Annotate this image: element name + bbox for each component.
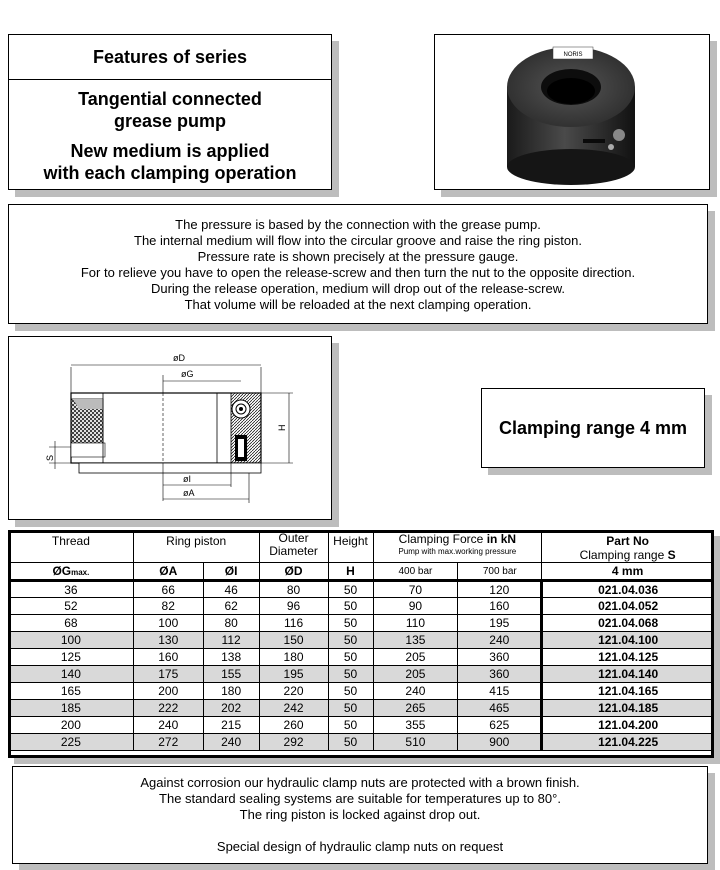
table-cell: 50 (328, 700, 373, 717)
description-line-6: That volume will be reloaded at the next clamping operation. (184, 297, 532, 312)
header-a: ØA (133, 563, 203, 581)
header-force-label: Clamping Force (398, 532, 484, 546)
table-cell: 215 (203, 717, 259, 734)
table-cell: 125 (9, 649, 134, 666)
header-4mm: 4 mm (542, 563, 714, 581)
table-cell: 121.04.185 (542, 700, 714, 717)
table-row (9, 683, 714, 700)
table-cell: 50 (328, 734, 373, 751)
photo-label: NORIS (563, 52, 583, 58)
specification-table (8, 530, 714, 751)
header-part-no (542, 531, 714, 563)
table-cell: 265 (373, 700, 458, 717)
table-cell: 121.04.225 (542, 734, 714, 751)
table-row (9, 615, 714, 632)
table-row (9, 700, 714, 717)
table-cell: 200 (133, 683, 203, 700)
table-cell: 185 (9, 700, 134, 717)
table-cell: 50 (328, 598, 373, 615)
clamping-range-label: Clamping range 4 mm (498, 417, 688, 438)
table-cell: 900 (458, 734, 542, 751)
table-cell: 150 (259, 632, 328, 649)
table-cell: 100 (9, 632, 134, 649)
table-cell: 130 (133, 632, 203, 649)
footer-box (12, 766, 708, 864)
table-cell: 50 (328, 615, 373, 632)
description-box (8, 204, 708, 324)
table-cell: 021.04.052 (542, 598, 714, 615)
table-cell: 242 (259, 700, 328, 717)
table-cell: 155 (203, 666, 259, 683)
table-cell: 121.04.125 (542, 649, 714, 666)
table-cell: 52 (9, 598, 134, 615)
table-cell: 116 (259, 615, 328, 632)
table-cell: 165 (9, 683, 134, 700)
table-cell: 36 (9, 581, 134, 598)
header-d: ØD (259, 563, 328, 581)
feature-line-4: with each clamping operation (43, 163, 297, 183)
table-cell: 225 (9, 734, 134, 751)
features-title: Features of series (9, 35, 331, 80)
table-cell: 135 (373, 632, 458, 649)
footer-line-2: The standard sealing systems are suitable for temperatures up to 80°. (159, 791, 561, 806)
table-row (9, 581, 714, 598)
footer-special: Special design of hydraulic clamp nuts on request (216, 839, 504, 854)
table-cell: 62 (203, 598, 259, 615)
table-cell: 121.04.165 (542, 683, 714, 700)
footer-line-3: The ring piston is locked against drop out. (239, 807, 481, 822)
dim-A: øA (183, 488, 195, 498)
table-cell: 240 (373, 683, 458, 700)
header-h: H (328, 563, 373, 581)
clamping-range-box (481, 388, 705, 468)
header-g (9, 563, 134, 581)
table-cell: 180 (203, 683, 259, 700)
features-box (8, 34, 332, 190)
feature-line-3: New medium is applied (70, 141, 270, 161)
header-outer-diameter: Outer Diameter (259, 531, 328, 563)
product-photo-box (434, 34, 710, 190)
table-row (9, 734, 714, 751)
table-row (9, 632, 714, 649)
table-cell: 110 (373, 615, 458, 632)
header-force-unit: in kN (486, 532, 517, 546)
table-cell: 100 (133, 615, 203, 632)
technical-drawing-box (8, 336, 332, 520)
table-cell: 465 (458, 700, 542, 717)
table-cell: 160 (133, 649, 203, 666)
table-cell: 120 (458, 581, 542, 598)
feature-line-1: Tangential connected (78, 89, 262, 109)
header-i: ØI (203, 563, 259, 581)
table-cell: 121.04.200 (542, 717, 714, 734)
table-row (9, 598, 714, 615)
table-cell: 195 (458, 615, 542, 632)
dim-D: øD (173, 353, 185, 363)
description-line-4: For to relieve you have to open the release-screw and then turn the nut to the opposite direction. (80, 265, 636, 280)
table-cell: 625 (458, 717, 542, 734)
table-cell: 121.04.140 (542, 666, 714, 683)
table-cell: 50 (328, 581, 373, 598)
feature-line-2: grease pump (113, 111, 227, 131)
description-line-3: Pressure rate is shown precisely at the pressure gauge. (197, 249, 519, 264)
table-cell: 175 (133, 666, 203, 683)
header-part-sub: Clamping range (579, 548, 665, 562)
footer-line-1: Against corrosion our hydraulic clamp nuts are protected with a brown finish. (140, 775, 580, 790)
table-cell: 021.04.068 (542, 615, 714, 632)
table-cell: 46 (203, 581, 259, 598)
table-row (9, 666, 714, 683)
table-cell: 70 (373, 581, 458, 598)
table-cell: 50 (328, 683, 373, 700)
description-line-2: The internal medium will flow into the circular groove and raise the ring piston. (134, 233, 582, 248)
table-cell: 50 (328, 717, 373, 734)
header-part-s: S (667, 548, 676, 562)
table-cell: 272 (133, 734, 203, 751)
dim-H: H (277, 424, 287, 431)
table-cell: 202 (203, 700, 259, 717)
clamp-nut-photo (435, 35, 709, 189)
table-cell: 50 (328, 632, 373, 649)
table-cell: 200 (9, 717, 134, 734)
table-cell: 205 (373, 649, 458, 666)
table-cell: 510 (373, 734, 458, 751)
table-cell: 80 (259, 581, 328, 598)
table-cell: 355 (373, 717, 458, 734)
table-cell: 360 (458, 649, 542, 666)
table-cell: 205 (373, 666, 458, 683)
table-cell: 222 (133, 700, 203, 717)
header-400bar: 400 bar (373, 563, 458, 581)
dim-I: øI (183, 474, 191, 484)
table-cell: 220 (259, 683, 328, 700)
table-cell: 90 (373, 598, 458, 615)
table-cell: 240 (133, 717, 203, 734)
header-clamping-force (373, 531, 542, 563)
dim-G: øG (181, 369, 194, 379)
description-line-1: The pressure is based by the connection with the grease pump. (175, 217, 541, 232)
table-cell: 240 (458, 632, 542, 649)
table-cell: 138 (203, 649, 259, 666)
header-force-sub: Pump with max.working pressure (398, 547, 517, 556)
cross-section-drawing (9, 337, 331, 519)
table-cell: 96 (259, 598, 328, 615)
table-cell: 50 (328, 666, 373, 683)
table-row (9, 717, 714, 734)
table-cell: 292 (259, 734, 328, 751)
table-cell: 140 (9, 666, 134, 683)
table-cell: 415 (458, 683, 542, 700)
description-line-5: During the release operation, medium will drop out of the release-screw. (150, 281, 566, 296)
table-cell: 021.04.036 (542, 581, 714, 598)
table-cell: 180 (259, 649, 328, 666)
table-cell: 240 (203, 734, 259, 751)
dim-S: S (45, 454, 55, 461)
header-part-label: Part No (606, 534, 649, 548)
table-cell: 50 (328, 649, 373, 666)
table-cell: 360 (458, 666, 542, 683)
header-ring-piston: Ring piston (133, 531, 259, 563)
table-cell: 112 (203, 632, 259, 649)
table-cell: 80 (203, 615, 259, 632)
header-g-sub: max. (71, 568, 90, 577)
header-height: Height (328, 531, 373, 563)
header-thread: Thread (9, 531, 134, 563)
table-cell: 82 (133, 598, 203, 615)
table-cell: 160 (458, 598, 542, 615)
header-700bar: 700 bar (458, 563, 542, 581)
table-row (9, 649, 714, 666)
table-cell: 195 (259, 666, 328, 683)
header-g-label: ØG (52, 564, 72, 578)
table-cell: 68 (9, 615, 134, 632)
table-cell: 66 (133, 581, 203, 598)
specification-table-box (8, 530, 714, 758)
table-cell: 121.04.100 (542, 632, 714, 649)
table-cell: 260 (259, 717, 328, 734)
